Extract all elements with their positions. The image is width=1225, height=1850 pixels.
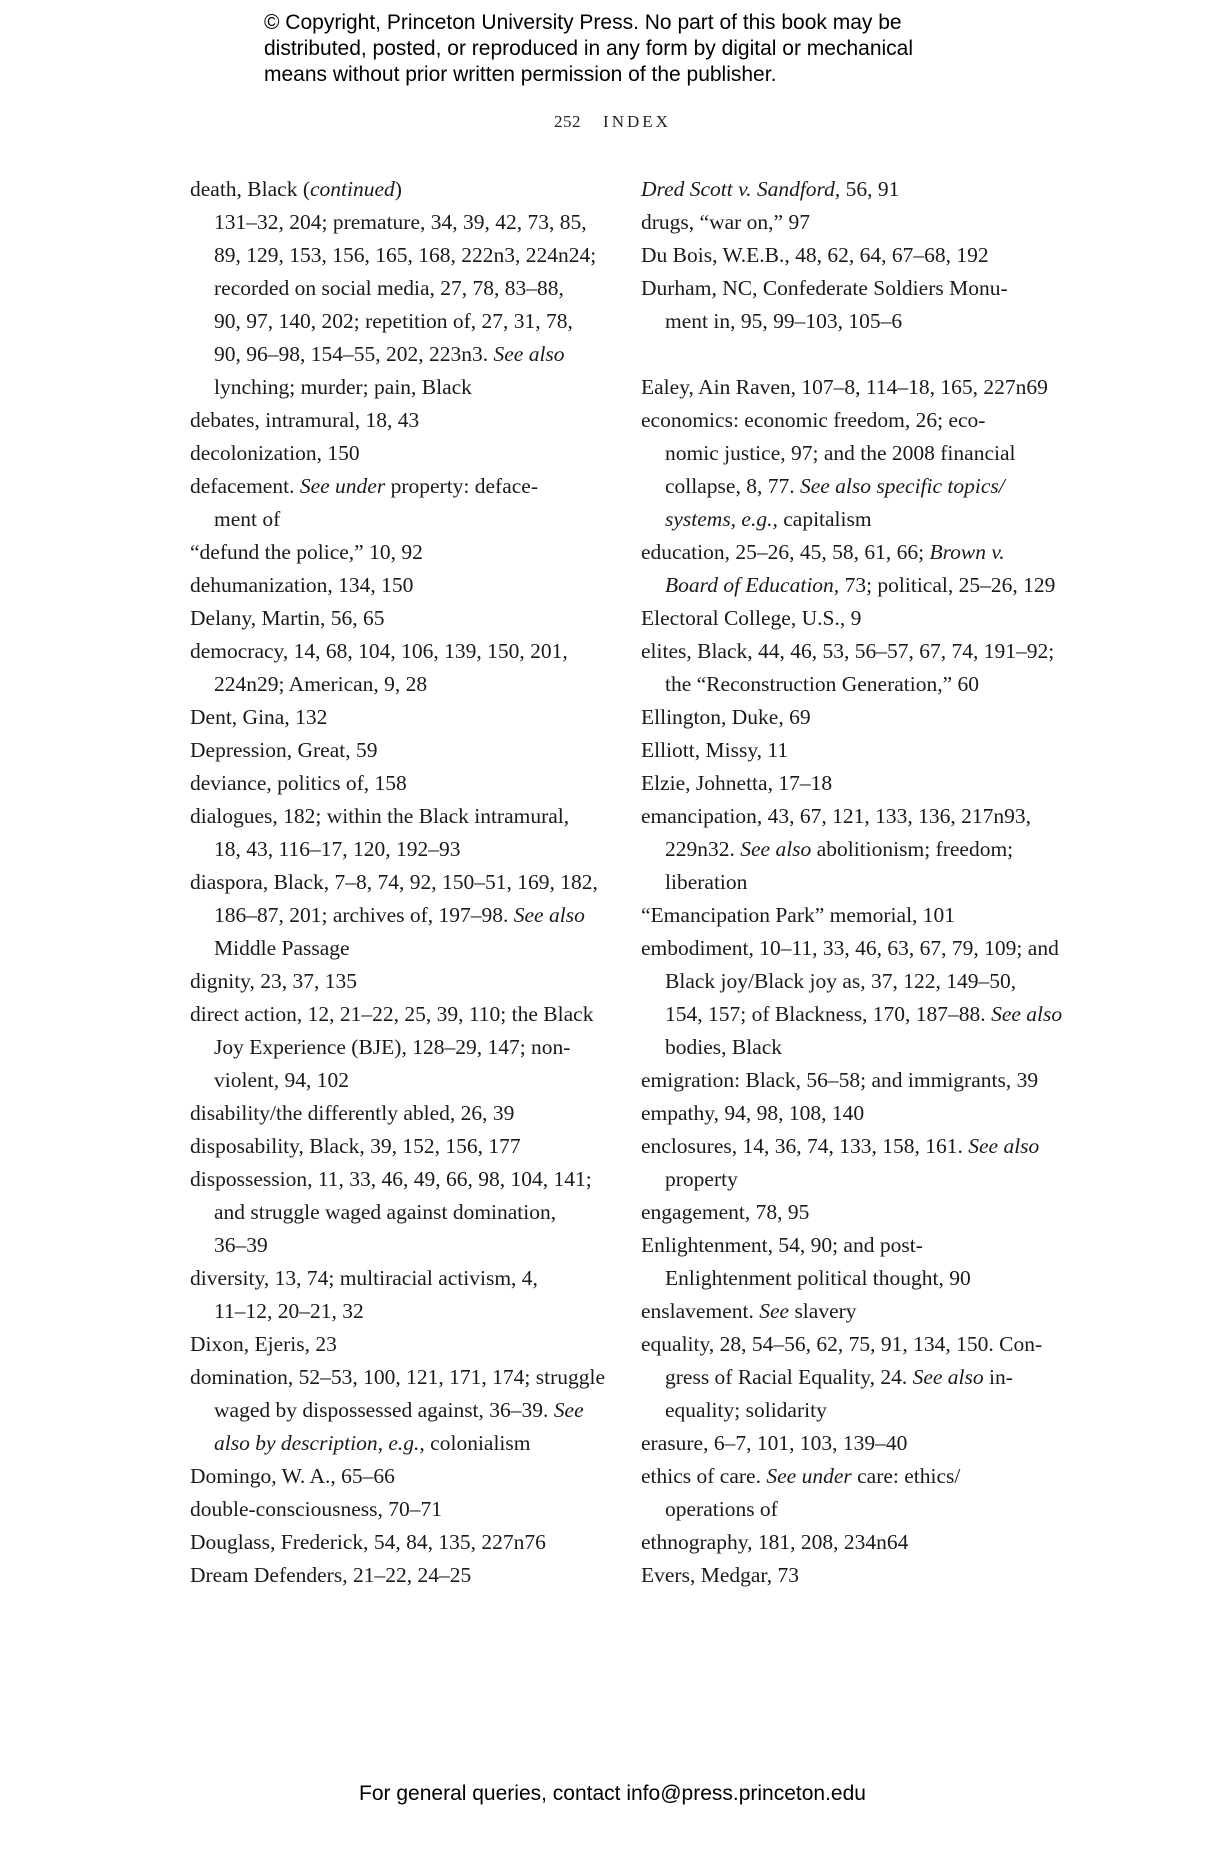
index-text: erasure, 6–7, 101, 103, 139–40: [641, 1431, 908, 1455]
index-text: dehumanization, 134, 150: [190, 573, 414, 597]
index-text: See under: [299, 474, 386, 498]
index-entry-continuation: [190, 371, 610, 404]
index-text: 186–87, 201; archives of, 197–98.: [214, 903, 514, 927]
index-text: care: ethics/: [851, 1464, 961, 1488]
index-text: systems, e.g.,: [665, 507, 778, 531]
index-text: Depression, Great, 59: [190, 738, 378, 762]
index-entry-continuation: [190, 1295, 610, 1328]
index-entry: [190, 206, 610, 239]
index-text: Dent, Gina, 132: [190, 705, 328, 729]
index-entry: [641, 404, 1061, 437]
index-text: death, Black (: [190, 177, 310, 201]
index-text: Black joy/Black joy as, 37, 122, 149–50,: [665, 969, 1017, 993]
index-text: diaspora, Black, 7–8, 74, 92, 150–51, 169, 182,: [190, 870, 598, 894]
index-text: Dream Defenders, 21–22, 24–25: [190, 1563, 472, 1587]
index-entry: [641, 899, 1061, 932]
index-entry-continuation: [190, 932, 610, 965]
index-text: ethnography, 181, 208, 234n64: [641, 1530, 909, 1554]
index-text: nomic justice, 97; and the 2008 financial: [665, 441, 1016, 465]
index-text: dispossession, 11, 33, 46, 49, 66, 98, 104, 141;: [190, 1167, 592, 1191]
index-entry-continuation: [190, 1196, 610, 1229]
index-entry: [190, 437, 610, 470]
index-entry: [190, 767, 610, 800]
index-text: collapse, 8, 77.: [665, 474, 800, 498]
index-text: liberation: [665, 870, 748, 894]
index-entry: [641, 767, 1061, 800]
index-entry-continuation: [641, 998, 1061, 1031]
index-text: embodiment, 10–11, 33, 46, 63, 67, 79, 109; and: [641, 936, 1059, 960]
index-entry: [641, 932, 1061, 965]
copyright-notice: [264, 10, 1024, 88]
index-text: economics: economic freedom, 26; eco-: [641, 408, 986, 432]
index-text: Enlightenment, 54, 90; and post-: [641, 1233, 923, 1257]
index-text: lynching; murder; pain, Black: [214, 375, 472, 399]
index-text: Dixon, Ejeris, 23: [190, 1332, 337, 1356]
index-text: empathy, 94, 98, 108, 140: [641, 1101, 865, 1125]
index-text: Middle Passage: [214, 936, 350, 960]
index-text: direct action, 12, 21–22, 25, 39, 110; the Black: [190, 1002, 594, 1026]
index-text: the “Reconstruction Generation,” 60: [665, 672, 980, 696]
index-text: Dred Scott v. Sandford,: [641, 177, 841, 201]
index-text: disposability, Black, 39, 152, 156, 177: [190, 1134, 521, 1158]
index-text: enslavement.: [641, 1299, 760, 1323]
index-entry: [641, 206, 1061, 239]
index-entry-continuation: [190, 239, 610, 272]
index-text: See: [553, 1398, 584, 1422]
index-entry-continuation: [190, 899, 610, 932]
index-entry: [190, 602, 610, 635]
index-text: Du Bois, W.E.B., 48, 62, 64, 67–68, 192: [641, 243, 989, 267]
index-entry: [190, 173, 610, 206]
index-text: waged by dispossessed against, 36–39.: [214, 1398, 554, 1422]
index-entry-continuation: [641, 833, 1061, 866]
index-text: 18, 43, 116–17, 120, 192–93: [214, 837, 461, 861]
index-text: drugs, “war on,” 97: [641, 210, 810, 234]
index-entry: [190, 800, 610, 833]
index-entry-continuation: [190, 272, 610, 305]
index-entry-continuation: [641, 1262, 1061, 1295]
index-text: Electoral College, U.S., 9: [641, 606, 862, 630]
index-text: disability/the differently abled, 26, 39: [190, 1101, 515, 1125]
index-entry-continuation: [190, 1064, 610, 1097]
index-entry-continuation: [641, 668, 1061, 701]
index-entry-continuation: [641, 1031, 1061, 1064]
index-text: defacement.: [190, 474, 300, 498]
index-text: emancipation, 43, 67, 121, 133, 136, 217n93,: [641, 804, 1031, 828]
index-entry: [190, 998, 610, 1031]
index-entry: [190, 536, 610, 569]
index-text: See also: [968, 1134, 1040, 1158]
index-text: See also: [740, 837, 812, 861]
index-text: gress of Racial Equality, 24.: [665, 1365, 913, 1389]
index-text: See also specific topics/: [799, 474, 1005, 498]
footer-contact: For general queries, contact info@press.princeton.edu: [359, 1782, 866, 1805]
index-entry: [641, 602, 1061, 635]
index-entry-continuation: [641, 470, 1061, 503]
index-entry: [190, 404, 610, 437]
index-text: Durham, NC, Confederate Soldiers Monu-: [641, 276, 1008, 300]
index-text: decolonization, 150: [190, 441, 360, 465]
index-text: bodies, Black: [665, 1035, 783, 1059]
index-text: Brown v.: [929, 540, 1005, 564]
index-text: Evers, Medgar, 73: [641, 1563, 799, 1587]
index-entry: [190, 866, 610, 899]
index-text: Domingo, W. A., 65–66: [190, 1464, 395, 1488]
index-text: See: [759, 1299, 790, 1323]
copyright-line: distributed, posted, or reproduced in any form by digital or mechanical: [264, 37, 914, 60]
index-entry: [641, 1064, 1061, 1097]
index-text: elites, Black, 44, 46, 53, 56–57, 67, 74, 191–92;: [641, 639, 1055, 663]
index-entry: [641, 1328, 1061, 1361]
index-entry: [190, 734, 610, 767]
index-column-right: [641, 173, 1061, 1592]
index-entry: [190, 1559, 610, 1592]
index-text: enclosures, 14, 36, 74, 133, 158, 161.: [641, 1134, 969, 1158]
index-text: ethics of care.: [641, 1464, 767, 1488]
index-entry: [641, 371, 1061, 404]
index-text: Douglass, Frederick, 54, 84, 135, 227n76: [190, 1530, 546, 1554]
index-text: capitalism: [777, 507, 872, 531]
index-text: equality; solidarity: [665, 1398, 827, 1422]
index-text: dialogues, 182; within the Black intramural,: [190, 804, 570, 828]
index-text: 154, 157; of Blackness, 170, 187–88.: [665, 1002, 992, 1026]
index-text: ment of: [214, 507, 281, 531]
index-entry: [190, 1097, 610, 1130]
index-text: democracy, 14, 68, 104, 106, 139, 150, 201,: [190, 639, 568, 663]
index-text: 90, 96–98, 154–55, 202, 223n3.: [214, 342, 494, 366]
index-entry-continuation: [190, 1427, 610, 1460]
index-entry: [190, 1361, 610, 1394]
index-entry: [190, 569, 610, 602]
index-text: 36–39: [214, 1233, 268, 1257]
letter-section-gap: [641, 338, 1061, 371]
index-text: colonialism: [424, 1431, 531, 1455]
index-text: continued: [310, 177, 395, 201]
index-entry: [641, 1229, 1061, 1262]
index-entry: [190, 701, 610, 734]
index-entry-continuation: [641, 1493, 1061, 1526]
index-entry: [641, 173, 1061, 206]
index-entry-continuation: [641, 503, 1061, 536]
index-text: Enlightenment political thought, 90: [665, 1266, 971, 1290]
index-entry: [190, 1163, 610, 1196]
index-column-left: [190, 173, 610, 1592]
index-text: double-consciousness, 70–71: [190, 1497, 442, 1521]
index-entry-continuation: [641, 437, 1061, 470]
section-title: INDEX: [603, 112, 671, 131]
index-entry: [641, 239, 1061, 272]
index-entry: [641, 1460, 1061, 1493]
index-entry: [641, 734, 1061, 767]
index-text: debates, intramural, 18, 43: [190, 408, 420, 432]
index-text: 89, 129, 153, 156, 165, 168, 222n3, 224n24;: [214, 243, 597, 267]
index-text: “Emancipation Park” memorial, 101: [641, 903, 956, 927]
index-text: property: deface-: [385, 474, 539, 498]
index-entry-continuation: [190, 1394, 610, 1427]
index-entry-continuation: [641, 965, 1061, 998]
index-text: equality, 28, 54–56, 62, 75, 91, 134, 150. Con-: [641, 1332, 1043, 1356]
index-entry-continuation: [190, 833, 610, 866]
index-entry: [641, 1427, 1061, 1460]
index-entry: [641, 536, 1061, 569]
index-entry: [190, 1262, 610, 1295]
index-text: Elzie, Johnetta, 17–18: [641, 771, 833, 795]
index-entry: [641, 1097, 1061, 1130]
copyright-line: means without prior written permission of the publisher.: [264, 63, 777, 86]
running-head: [0, 112, 1225, 132]
copyright-line: © Copyright, Princeton University Press. No part of this book may be: [264, 11, 902, 34]
index-entry: [641, 1196, 1061, 1229]
index-text: engagement, 78, 95: [641, 1200, 810, 1224]
index-text: slavery: [789, 1299, 857, 1323]
index-entry-continuation: [641, 305, 1061, 338]
index-entry: [641, 701, 1061, 734]
index-text: 224n29; American, 9, 28: [214, 672, 428, 696]
index-text: also by description, e.g.,: [214, 1431, 425, 1455]
index-entry: [190, 1493, 610, 1526]
index-entry: [641, 1526, 1061, 1559]
index-text: 73; political, 25–26, 129: [839, 573, 1056, 597]
index-entry: [190, 1328, 610, 1361]
index-text: Ellington, Duke, 69: [641, 705, 811, 729]
index-entry-continuation: [190, 338, 610, 371]
index-entry: [641, 635, 1061, 668]
index-entry: [641, 1130, 1061, 1163]
index-text: abolitionism; freedom;: [811, 837, 1014, 861]
page-number: 252: [554, 112, 582, 131]
index-entry-continuation: [641, 1163, 1061, 1196]
index-text: Ealey, Ain Raven, 107–8, 114–18, 165, 227n69: [641, 375, 1048, 399]
index-text: 56, 91: [840, 177, 900, 201]
index-text: See also: [493, 342, 565, 366]
index-text: “defund the police,” 10, 92: [190, 540, 423, 564]
index-text: See also: [513, 903, 585, 927]
index-text: property: [665, 1167, 738, 1191]
index-entry-continuation: [190, 305, 610, 338]
index-text: ): [394, 177, 402, 201]
index-entry: [190, 470, 610, 503]
index-text: See also: [991, 1002, 1063, 1026]
index-text: Board of Education,: [665, 573, 840, 597]
index-entry: [641, 800, 1061, 833]
index-text: Joy Experience (BJE), 128–29, 147; non-: [214, 1035, 571, 1059]
index-entry: [190, 1526, 610, 1559]
index-entry-continuation: [641, 1361, 1061, 1394]
index-text: 131–32, 204; premature, 34, 39, 42, 73, 85,: [214, 210, 587, 234]
index-text: in-: [983, 1365, 1013, 1389]
index-text: 90, 97, 140, 202; repetition of, 27, 31, 78,: [214, 309, 573, 333]
index-entry: [190, 1460, 610, 1493]
index-entry: [641, 1295, 1061, 1328]
index-text: deviance, politics of, 158: [190, 771, 407, 795]
index-entry: [190, 965, 610, 998]
index-text: 229n32.: [665, 837, 741, 861]
index-text: recorded on social media, 27, 78, 83–88,: [214, 276, 564, 300]
index-text: diversity, 13, 74; multiracial activism, 4,: [190, 1266, 538, 1290]
index-entry-continuation: [190, 1229, 610, 1262]
index-entry: [190, 635, 610, 668]
index-text: and struggle waged against domination,: [214, 1200, 557, 1224]
index-entry-continuation: [190, 1031, 610, 1064]
index-entry-continuation: [641, 866, 1061, 899]
index-entry: [190, 1130, 610, 1163]
index-text: 11–12, 20–21, 32: [214, 1299, 364, 1323]
index-text: dignity, 23, 37, 135: [190, 969, 358, 993]
index-entry-continuation: [190, 668, 610, 701]
index-text: See also: [912, 1365, 984, 1389]
index-text: domination, 52–53, 100, 121, 171, 174; struggle: [190, 1365, 606, 1389]
index-entry: [641, 272, 1061, 305]
index-text: Elliott, Missy, 11: [641, 738, 789, 762]
index-text: Delany, Martin, 56, 65: [190, 606, 385, 630]
index-text: emigration: Black, 56–58; and immigrants, 39: [641, 1068, 1039, 1092]
index-text: ment in, 95, 99–103, 105–6: [665, 309, 903, 333]
index-entry: [641, 1559, 1061, 1592]
index-entry-continuation: [641, 569, 1061, 602]
index-entry-continuation: [641, 1394, 1061, 1427]
index-text: operations of: [665, 1497, 778, 1521]
index-entry-continuation: [190, 503, 610, 536]
index-text: education, 25–26, 45, 58, 61, 66;: [641, 540, 930, 564]
index-text: See under: [766, 1464, 852, 1488]
index-text: violent, 94, 102: [214, 1068, 349, 1092]
